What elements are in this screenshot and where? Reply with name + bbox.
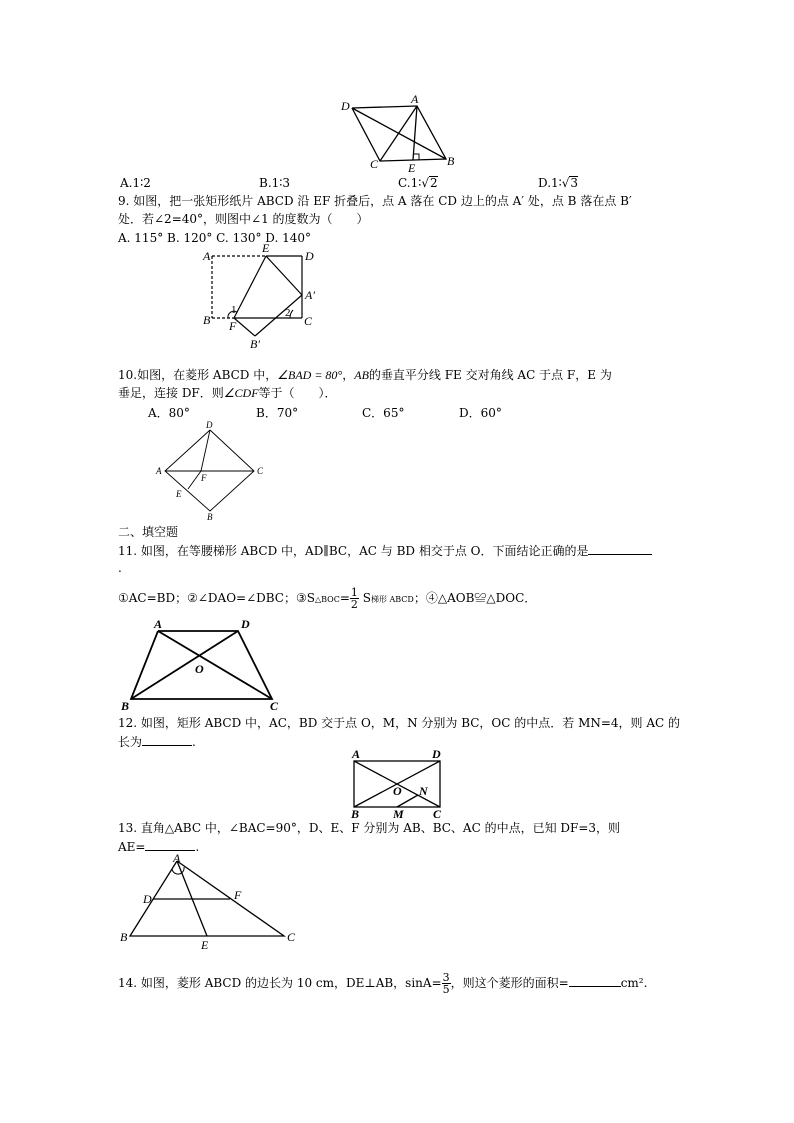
q12-period: . [192,735,196,749]
q12-stem-line1: 12. 如图，矩形 ABCD 中，AC，BD 交于点 O，M，N 分别为 BC，OC 的中点．若 MN=4，则 AC 的 [118,716,681,730]
q11-frac-num: 1 [350,586,358,599]
q13-prefix: AE= [118,840,146,854]
q11-label-a: A [154,617,163,631]
q13-label-c: C [287,930,296,944]
q8-option-d: D.1∶√3 [538,176,579,190]
q12-label-d: D [432,747,441,761]
q8-label-a: A [411,92,419,106]
q8-label-c: C [370,157,379,171]
q9-options: A. 115° B. 120° C. 130° D. 140° [118,231,312,245]
q9-label-c: C [304,314,313,328]
q10-rest: 的垂直平分线 FE 交对角线 AC 于点 F，E 为 [368,368,612,382]
q9-label-b-prime: B′ [250,337,260,351]
q9-stem-line2: 处．若∠2=40°，则图中∠1 的度数为（ ） [118,212,369,226]
q9-stem-line1: 9. 如图，把一张矩形纸片 ABCD 沿 EF 折叠后，点 A 落在 CD 边上的点 A′ 处，点 B 落在点 B′ [118,194,632,208]
q11-sub2: 梯形 ABCD [370,595,414,604]
q13-label-e: E [201,938,209,952]
q12-label-o: O [393,784,402,798]
q12-label-a: A [352,747,361,761]
q8-option-d-radicand: 3 [570,176,579,190]
q14-frac-num: 3 [442,971,450,984]
q11-eq: = [339,591,350,605]
q10-label-a: A [156,466,162,476]
q13-label-a: A [173,851,181,865]
q12-label-c: C [433,807,442,821]
q8-option-c-prefix: C.1∶ [398,176,422,190]
q8-option-b: B.1∶3 [259,176,291,190]
q12-label-n: N [419,784,428,798]
q11-c1: ①AC=BD；②∠DAO=∠DBC；③S [118,591,315,605]
q8-option-c-radicand: 2 [429,176,438,190]
q11-c4: ；④△AOB≌△DOC． [413,591,537,605]
q12-label-b: B [351,807,360,821]
q8-option-a: A.1∶2 [120,176,151,190]
q12-prefix: 长为 [118,735,143,749]
q10-angle-cdf: ∠CDF [223,386,259,400]
q14-fraction [442,972,451,995]
section-title-fill-in: 二、填空题 [118,525,179,539]
q14-unit: cm². [620,976,648,990]
q13-label-f: F [234,888,242,902]
q13-label-b: B [120,930,128,944]
q13-label-d: D [143,892,152,906]
q12-label-m: M [393,807,404,821]
q11-label-o: O [195,662,204,676]
q9-label-b: B [203,313,211,327]
q13-stem-line1: 13. 直角△ABC 中，∠BAC=90°，D、E、F 分别为 AB、BC、AC 的中点，已知 DF=3，则 [118,821,621,835]
q9-label-d: D [305,249,314,263]
q14-text: 14. 如图，菱形 ABCD 的边长为 10 cm，DE⊥AB，sinA= [118,976,442,990]
q9-label-angle2: 2 [285,307,291,319]
q13-right-angle-mark [172,867,184,874]
q8-label-e: E [408,161,416,175]
q10-comma: ， [342,368,355,382]
q11-label-d: D [241,617,250,631]
q8-option-d-prefix: D.1∶ [538,176,562,190]
q9-label-f: F [229,319,237,333]
q10-option-d: D．60° [459,406,502,420]
q14-stem [118,970,647,996]
q10-line2b: 等于（ ）． [258,386,337,400]
q10-label-d: D [206,420,213,430]
q10-label-b: B [207,512,213,522]
q10-option-c: C．65° [362,406,405,420]
q10-label-e: E [176,489,182,499]
q13-period: . [195,840,200,854]
q10-line2a: 垂足，连接 DF．则 [118,386,224,400]
q9-label-angle1: 1 [231,304,237,316]
q8-label-d: D [341,99,350,113]
q9-label-e: E [262,241,270,255]
q10-option-b: B．70° [256,406,299,420]
q11-stem-text: 11. 如图，在等腰梯形 ABCD 中，AD∥BC，AC 与 BD 相交于点 O．下面结论正确的是 [118,544,589,558]
q10-ab: AB [354,368,369,382]
q8-label-b: B [447,154,455,168]
q11-s2: S [358,591,371,605]
q10-prefix: 10.如图，在菱形 ABCD 中， [118,368,278,382]
q14-frac-den: 5 [442,983,450,996]
q11-frac-den: 2 [350,598,358,611]
q9-label-a-prime: A′ [305,288,315,302]
q8-option-c: C.1∶√2 [398,176,438,190]
q10-angle-bad: ∠BAD = 80° [277,368,343,382]
q11-period: . [118,561,122,575]
q11-label-b: B [121,699,130,713]
q9-label-a: A [203,249,211,263]
q10-label-c: C [257,466,264,476]
q11-label-c: C [270,699,279,713]
q10-label-f: F [201,473,207,483]
q11-sub1: △BOC [314,595,340,604]
q10-option-a: A．80° [148,406,190,420]
q14-rest: ，则这个菱形的面积= [450,976,569,990]
q14-answer-blank[interactable] [569,974,621,987]
